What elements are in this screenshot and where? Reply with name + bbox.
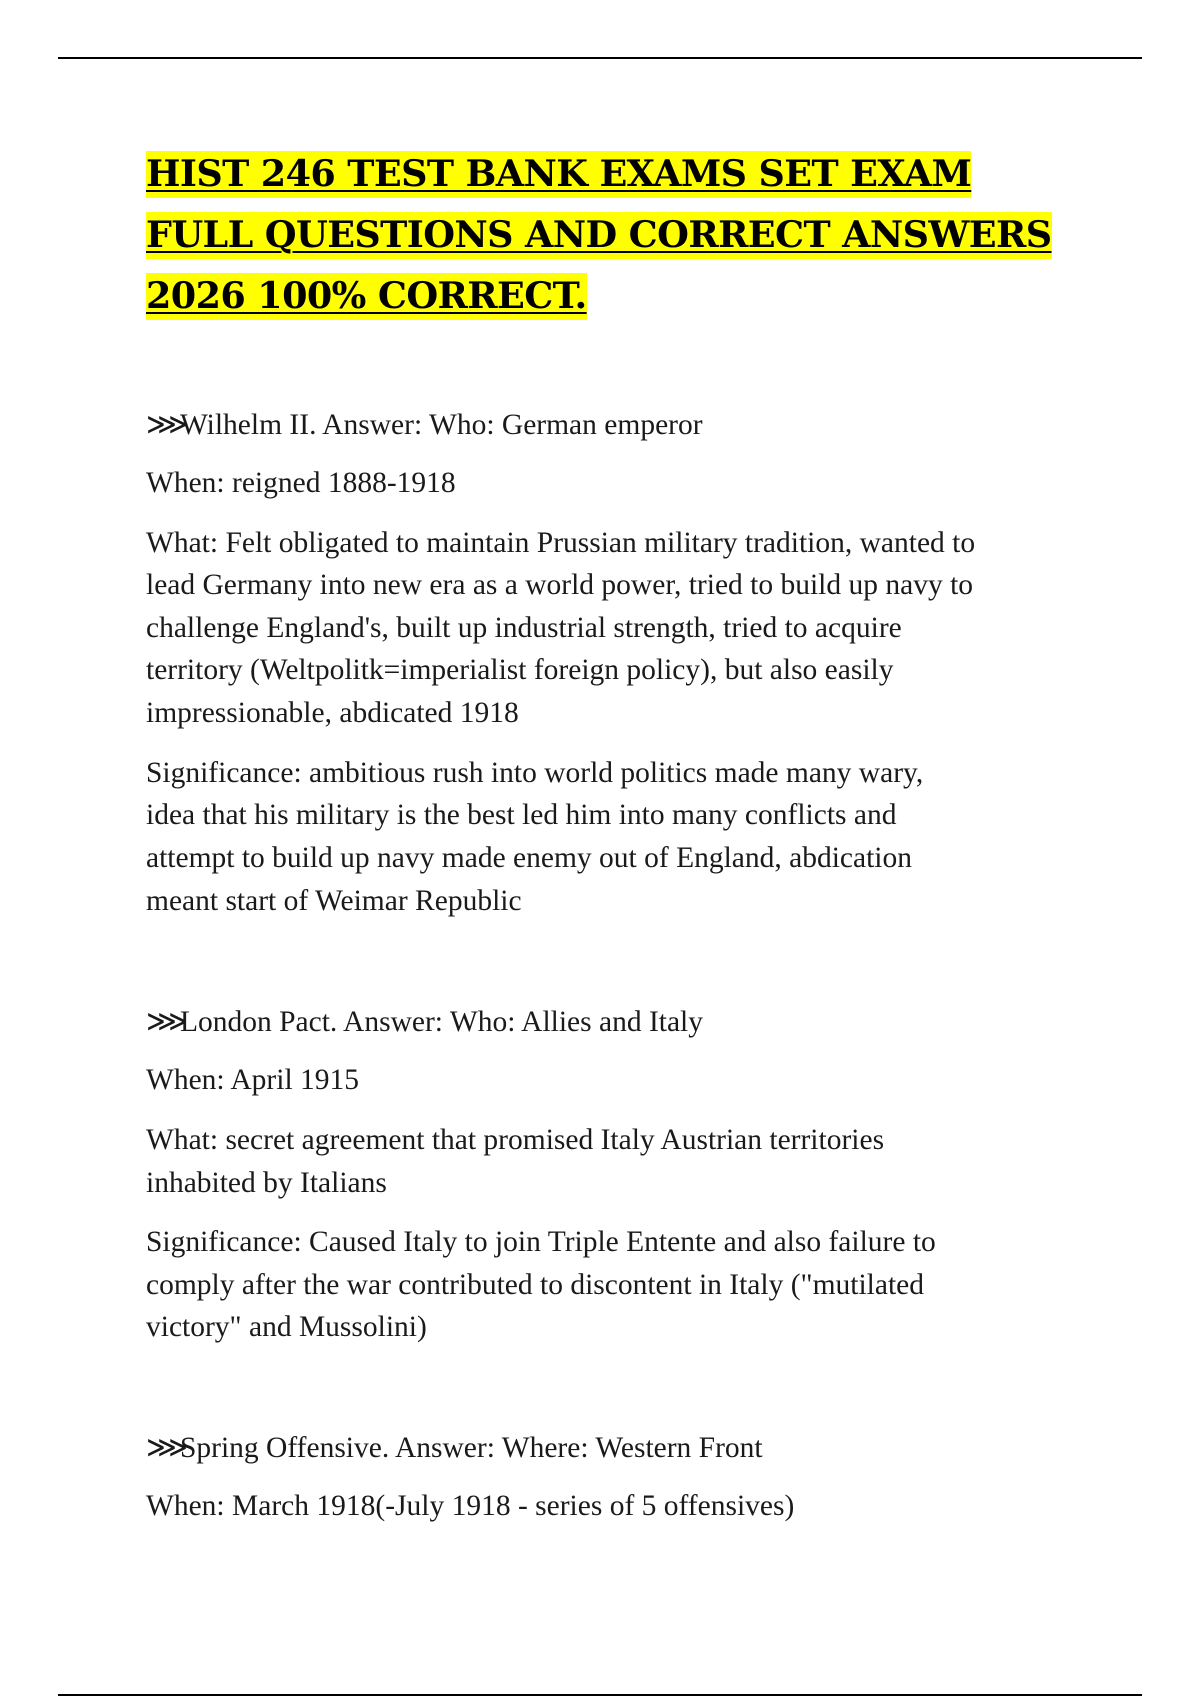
entry-what-line: lead Germany into new era as a world power, tried to build up navy to [146, 569, 974, 601]
term-text: Wilhelm II. Answer: Who: German emperor [180, 409, 703, 441]
title-line-1: HIST 246 TEST BANK EXAMS SET EXAM [146, 151, 971, 198]
term-text: London Pact. Answer: Who: Allies and Italy [180, 1006, 704, 1038]
entry-what-line: What: secret agreement that promised Italy Austrian territories [146, 1124, 885, 1156]
bottom-rule [58, 1694, 1142, 1696]
entry-when: When: March 1918(-July 1918 - series of 5 offensives) [146, 1490, 795, 1522]
top-rule [58, 57, 1142, 59]
entry-what-line: impressionable, abdicated 1918 [146, 697, 519, 729]
entry-what-line: inhabited by Italians [146, 1167, 387, 1199]
document-title [146, 143, 1066, 326]
entry-significance-line: Significance: ambitious rush into world politics made many wary, [146, 757, 924, 789]
term-text: Spring Offensive. Answer: Where: Western Front [180, 1432, 763, 1464]
bullet-icon: ⋙ [146, 1006, 188, 1038]
entry-what-line: What: Felt obligated to maintain Prussian military tradition, wanted to [146, 527, 976, 559]
entry-significance-line: Significance: Caused Italy to join Triple Entente and also failure to [146, 1226, 936, 1258]
entry-when: When: April 1915 [146, 1064, 360, 1096]
title-line-3: 2026 100% CORRECT. [146, 273, 587, 320]
entry-significance-line: victory" and Mussolini) [146, 1311, 427, 1343]
entry-significance-line: comply after the war contributed to discontent in Italy ("mutilated [146, 1269, 924, 1301]
bullet-icon: ⋙ [146, 1432, 188, 1464]
entry-what-line: territory (Weltpolitk=imperialist foreign policy), but also easily [146, 654, 894, 686]
entry-significance-line: meant start of Weimar Republic [146, 885, 522, 917]
entry-what-line: challenge England's, built up industrial strength, tried to acquire [146, 612, 902, 644]
title-line-2: FULL QUESTIONS AND CORRECT ANSWERS [146, 212, 1052, 259]
entry-term-line [146, 1001, 703, 1044]
entry-significance-line: idea that his military is the best led him into many conflicts and [146, 799, 897, 831]
bullet-icon: ⋙ [146, 409, 188, 441]
entry-term-line [146, 1427, 763, 1470]
entry-when: When: reigned 1888-1918 [146, 467, 456, 499]
entry-significance-line: attempt to build up navy made enemy out of England, abdication [146, 842, 912, 874]
entry-term-line [146, 404, 703, 447]
